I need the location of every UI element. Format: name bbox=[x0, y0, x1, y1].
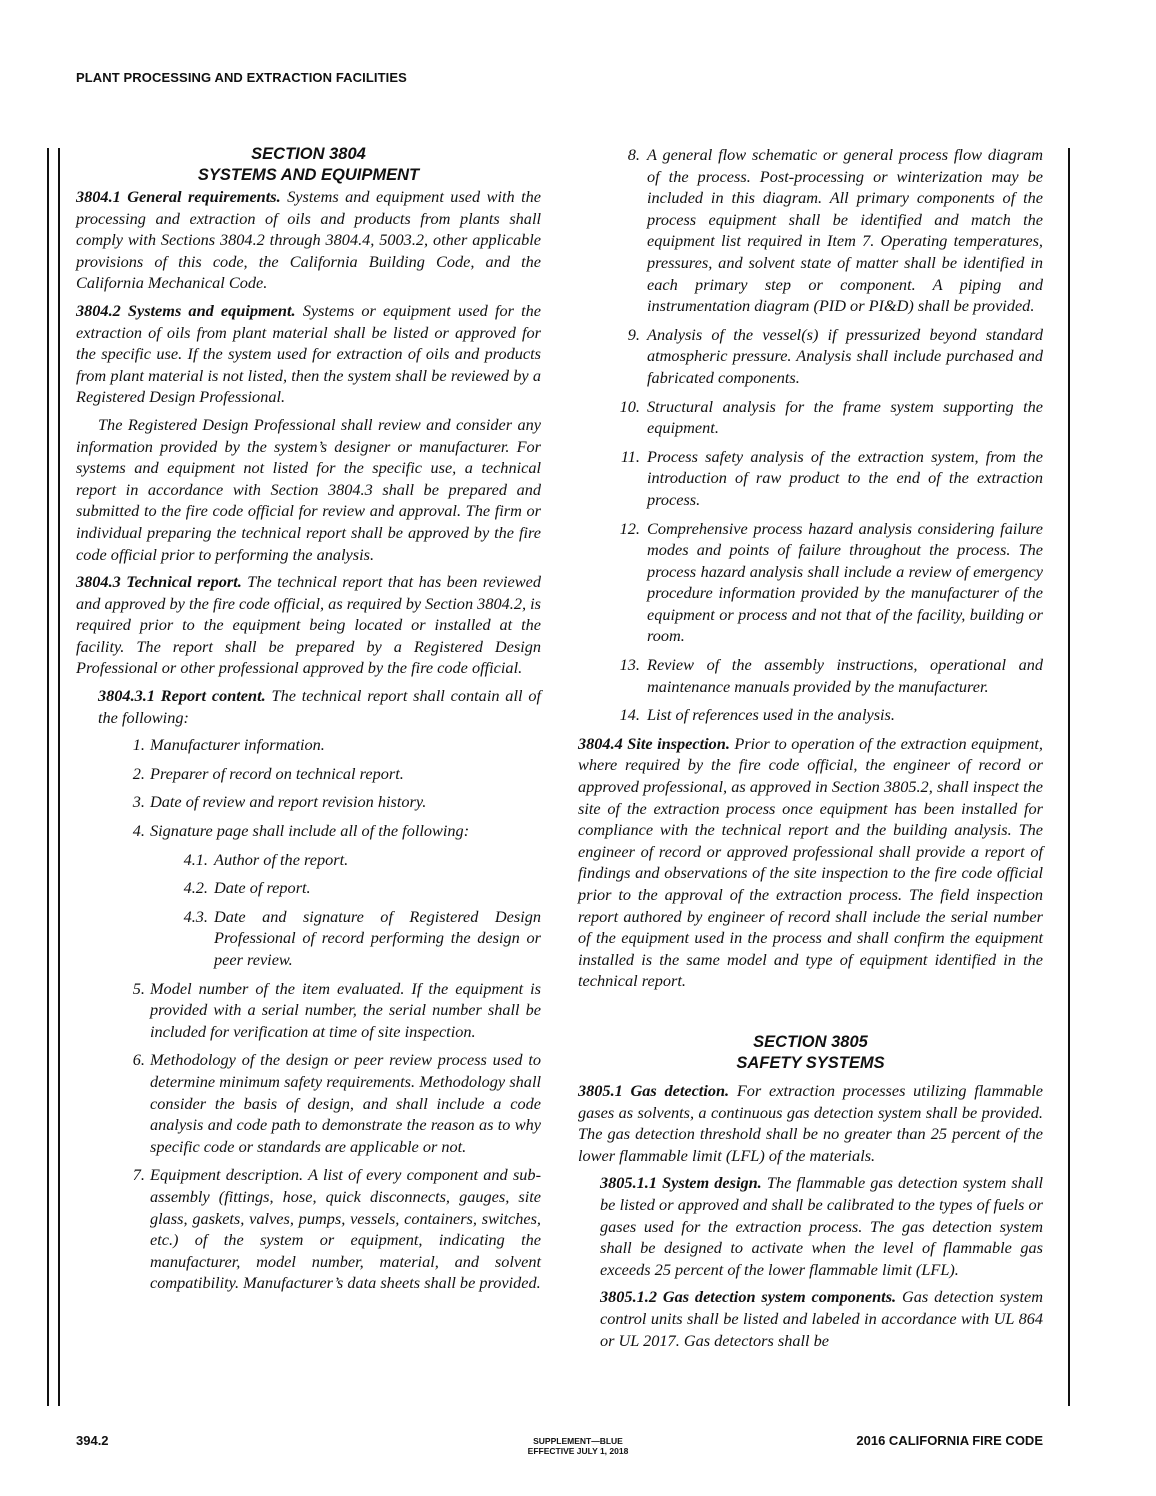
list-item-number: 2. bbox=[132, 763, 145, 783]
list-item-text: A general flow schematic or general process flow diagram of the process. Post-processing or winterization may be included in this diagram. All primary components of the process equipment shall be identified and match the equipment list required in Item 7. Operating temperatures, pressures, and solvent state of matter shall be identified in each primary step or component. A piping and instrumentation diagram (PID or PI&D) shall be provided. bbox=[647, 145, 1043, 316]
list-item-number: 5. bbox=[132, 978, 145, 998]
running-head: PLANT PROCESSING AND EXTRACTION FACILITIES bbox=[76, 70, 407, 85]
revision-bar-left bbox=[47, 148, 49, 1406]
heading-3804-1: 3804.1 General requirements. bbox=[76, 187, 281, 206]
paragraph-3805-1 bbox=[578, 1080, 1043, 1166]
section-spacer bbox=[578, 998, 1043, 1032]
list-item bbox=[578, 324, 1043, 389]
list-item bbox=[578, 704, 1043, 726]
text-3804-4: Prior to operation of the extraction equipment, where required by the fire code official, the engineer of record or approved professional, as approved in Section 3805.2, shall inspect the site of the extraction process once equipment has been installed for compliance with the technical report and the building analysis. The engineer of record or approved professional shall provide a report of findings and observations of the site inspection to the fire code official prior to the approval of the extraction process. The field inspection report authored by engineer of record shall include the serial number of the equipment used in the process and shall confirm the equipment installed is the same model and type of equipment identified in the technical report. bbox=[578, 733, 1043, 991]
section-3804-number: SECTION 3804 bbox=[251, 145, 366, 163]
left-column bbox=[76, 144, 541, 1301]
sub-list-item-number: 4.2. bbox=[183, 878, 208, 898]
revision-bar-right bbox=[1068, 148, 1070, 1406]
page-number: 394.2 bbox=[76, 1433, 109, 1448]
heading-3804-4: 3804.4 Site inspection. bbox=[578, 733, 730, 753]
sub-list-item-text: Date of report. bbox=[214, 878, 311, 898]
section-3804-title: SYSTEMS AND EQUIPMENT bbox=[197, 166, 420, 184]
list-item-number: 4. bbox=[132, 821, 145, 841]
list-item bbox=[578, 396, 1043, 439]
supplement-line-1: SUPPLEMENT—BLUE bbox=[533, 1436, 623, 1446]
list-item bbox=[76, 978, 541, 1043]
sub-list-item bbox=[76, 906, 541, 971]
list-item bbox=[76, 763, 541, 785]
paragraph-3805-1-2 bbox=[600, 1286, 1043, 1351]
heading-3804-3-1: 3804.3.1 Report content. bbox=[98, 686, 266, 706]
text-3805-1-1: The flammable gas detection system shall be listed or approved and shall be calibrated to the types of fuels or gases used for the extraction process. The gas detection system shall be designed to activate when the level of flammable gas exceeds 25 percent of the lower flammable limit (LFL). bbox=[600, 1173, 1044, 1279]
list-item-number: 3. bbox=[132, 792, 145, 812]
list-item-number: 11. bbox=[620, 446, 640, 466]
text-3805-1: For extraction processes utilizing flammable gases as solvents, a continuous gas detection system shall be provided. The gas detection threshold shall be no greater than 25 percent of the lower flammable limit (LFL) of the materials. bbox=[578, 1080, 1043, 1165]
sub-list-item bbox=[76, 877, 541, 899]
list-item-number: 7. bbox=[132, 1165, 145, 1185]
heading-3805-1-1: 3805.1.1 System design. bbox=[600, 1173, 762, 1193]
list-item-number: 1. bbox=[132, 735, 145, 755]
paragraph-3804-2-b: The Registered Design Professional shall review and consider any information provided by the system’s designer or manufacturer. For systems and equipment not listed for the specific use, a technical report in accordance with Section 3804.3 shall be prepared and submitted to the fire code official for review and approval. The firm or individual preparing the technical report shall be approved by the fire code official prior to performing the analysis. bbox=[76, 414, 541, 564]
paragraph-3804-3 bbox=[76, 571, 541, 679]
list-item-number: 9. bbox=[627, 324, 640, 344]
list-item-text: Equipment description. A list of every component and sub-assembly (fittings, hose, quick disconnects, gauges, site glass, gaskets, valves, pumps, vessels, containers, switches, etc.) of the system or equipment, indicating the manufacturer, model number, material, and solvent compatibility. Manufacturer’s data sheets shall be provided. bbox=[150, 1165, 541, 1293]
text-3804-1: Systems and equipment used with the processing and extraction of oils and products from plants shall comply with Sections 3804.2 through 3804.4, 5003.2, other applicable provisions of this code, the California Building Code, and the California Mechanical Code. bbox=[76, 187, 541, 293]
paragraph-3804-3-1 bbox=[98, 685, 541, 728]
right-column bbox=[578, 144, 1043, 1357]
text-3804-2: Systems or equipment used for the extraction of oils from plant material shall be listed or approved for the specific use. If the system used for extraction of oils and products from plant material is not listed, then the system shall be reviewed by a Registered Design Professional. bbox=[76, 300, 541, 407]
list-item bbox=[76, 820, 541, 842]
list-item-number: 13. bbox=[619, 655, 640, 675]
supplement-note bbox=[440, 1436, 716, 1456]
heading-3805-1: 3805.1 Gas detection. bbox=[578, 1080, 730, 1100]
heading-3804-3: 3804.3 Technical report. bbox=[76, 572, 242, 592]
sub-list-item-text: Author of the report. bbox=[214, 849, 349, 869]
paragraph-3804-1 bbox=[76, 186, 541, 294]
supplement-line-2: EFFECTIVE JULY 1, 2018 bbox=[527, 1446, 629, 1456]
revision-bar-left-inner bbox=[58, 148, 60, 1406]
code-name: 2016 CALIFORNIA FIRE CODE bbox=[856, 1433, 1043, 1448]
list-item bbox=[76, 734, 541, 756]
list-item-text: Comprehensive process hazard analysis considering failure modes and points of failure throughout the process. The process hazard analysis shall include a review of emergency procedure information provided by the manufacturer of the equipment or process and not that of the facility, building or room. bbox=[647, 518, 1043, 646]
list-item-text: Structural analysis for the frame system supporting the equipment. bbox=[647, 396, 1043, 438]
list-item-number: 12. bbox=[619, 518, 640, 538]
paragraph-3804-2 bbox=[76, 300, 541, 408]
list-item-text: List of references used in the analysis. bbox=[647, 705, 895, 725]
list-item-text: Methodology of the design or peer review process used to determine minimum safety requirements. Methodology shall consider the basis of design, and shall include a code analysis and code path to demonstrate the reason as to why specific code or standards are applicable or not. bbox=[150, 1050, 541, 1156]
list-item-text: Review of the assembly instructions, operational and maintenance manuals provided by the manufacturer. bbox=[647, 655, 1043, 696]
list-item bbox=[76, 791, 541, 813]
section-3805-number: SECTION 3805 bbox=[753, 1032, 868, 1051]
list-item-number: 8. bbox=[627, 145, 640, 164]
list-item-text: Date of review and report revision history. bbox=[150, 792, 427, 812]
sub-list-item-number: 4.3. bbox=[183, 906, 208, 926]
sub-list-item-text: Date and signature of Registered Design Professional of record performing the design or peer review. bbox=[214, 906, 541, 969]
list-item bbox=[578, 518, 1043, 648]
list-item bbox=[578, 144, 1043, 317]
list-item-text: Model number of the item evaluated. If the equipment is provided with a serial number, the serial number shall be included for verification at time of site inspection. bbox=[150, 978, 541, 1041]
list-item-text: Preparer of record on technical report. bbox=[150, 763, 404, 783]
list-item-text: Analysis of the vessel(s) if pressurized beyond standard atmospheric pressure. Analysis shall include purchased and fabricated components. bbox=[647, 324, 1043, 387]
sub-list-item-number: 4.1. bbox=[183, 849, 208, 869]
list-item-text: Process safety analysis of the extraction system, from the introduction of raw product to the end of the extraction process. bbox=[647, 446, 1043, 509]
list-item bbox=[578, 654, 1043, 697]
list-item bbox=[76, 1049, 541, 1157]
text-3804-3: The technical report that has been reviewed and approved by the fire code official, as required by Section 3804.2, is required prior to the equipment being located or installed at the facility. The report shall be prepared by a Registered Design Professional or other professional approved by the fire code official. bbox=[76, 572, 541, 678]
list-item-number: 6. bbox=[132, 1050, 145, 1070]
list-item bbox=[76, 1164, 541, 1294]
paragraph-3805-1-1 bbox=[600, 1172, 1043, 1280]
heading-3804-2: 3804.2 Systems and equipment. bbox=[76, 300, 296, 320]
paragraph-3804-4 bbox=[578, 733, 1043, 992]
sub-list-item bbox=[76, 849, 541, 871]
text-3805-1-2: Gas detection system control units shall be listed and labeled in accordance with UL 864 or UL 2017. Gas detectors shall be bbox=[600, 1287, 1043, 1350]
list-item-number: 14. bbox=[619, 705, 640, 725]
list-item bbox=[578, 446, 1043, 511]
section-3805-title: SAFETY SYSTEMS bbox=[736, 1053, 885, 1072]
text-3804-3-1: The technical report shall contain all of the following: bbox=[98, 686, 541, 727]
list-item-text: Manufacturer information. bbox=[150, 735, 325, 755]
heading-3805-1-2: 3805.1.2 Gas detection system components. bbox=[600, 1287, 897, 1307]
list-item-text: Signature page shall include all of the following: bbox=[150, 821, 470, 841]
list-item-number: 10. bbox=[619, 396, 640, 416]
